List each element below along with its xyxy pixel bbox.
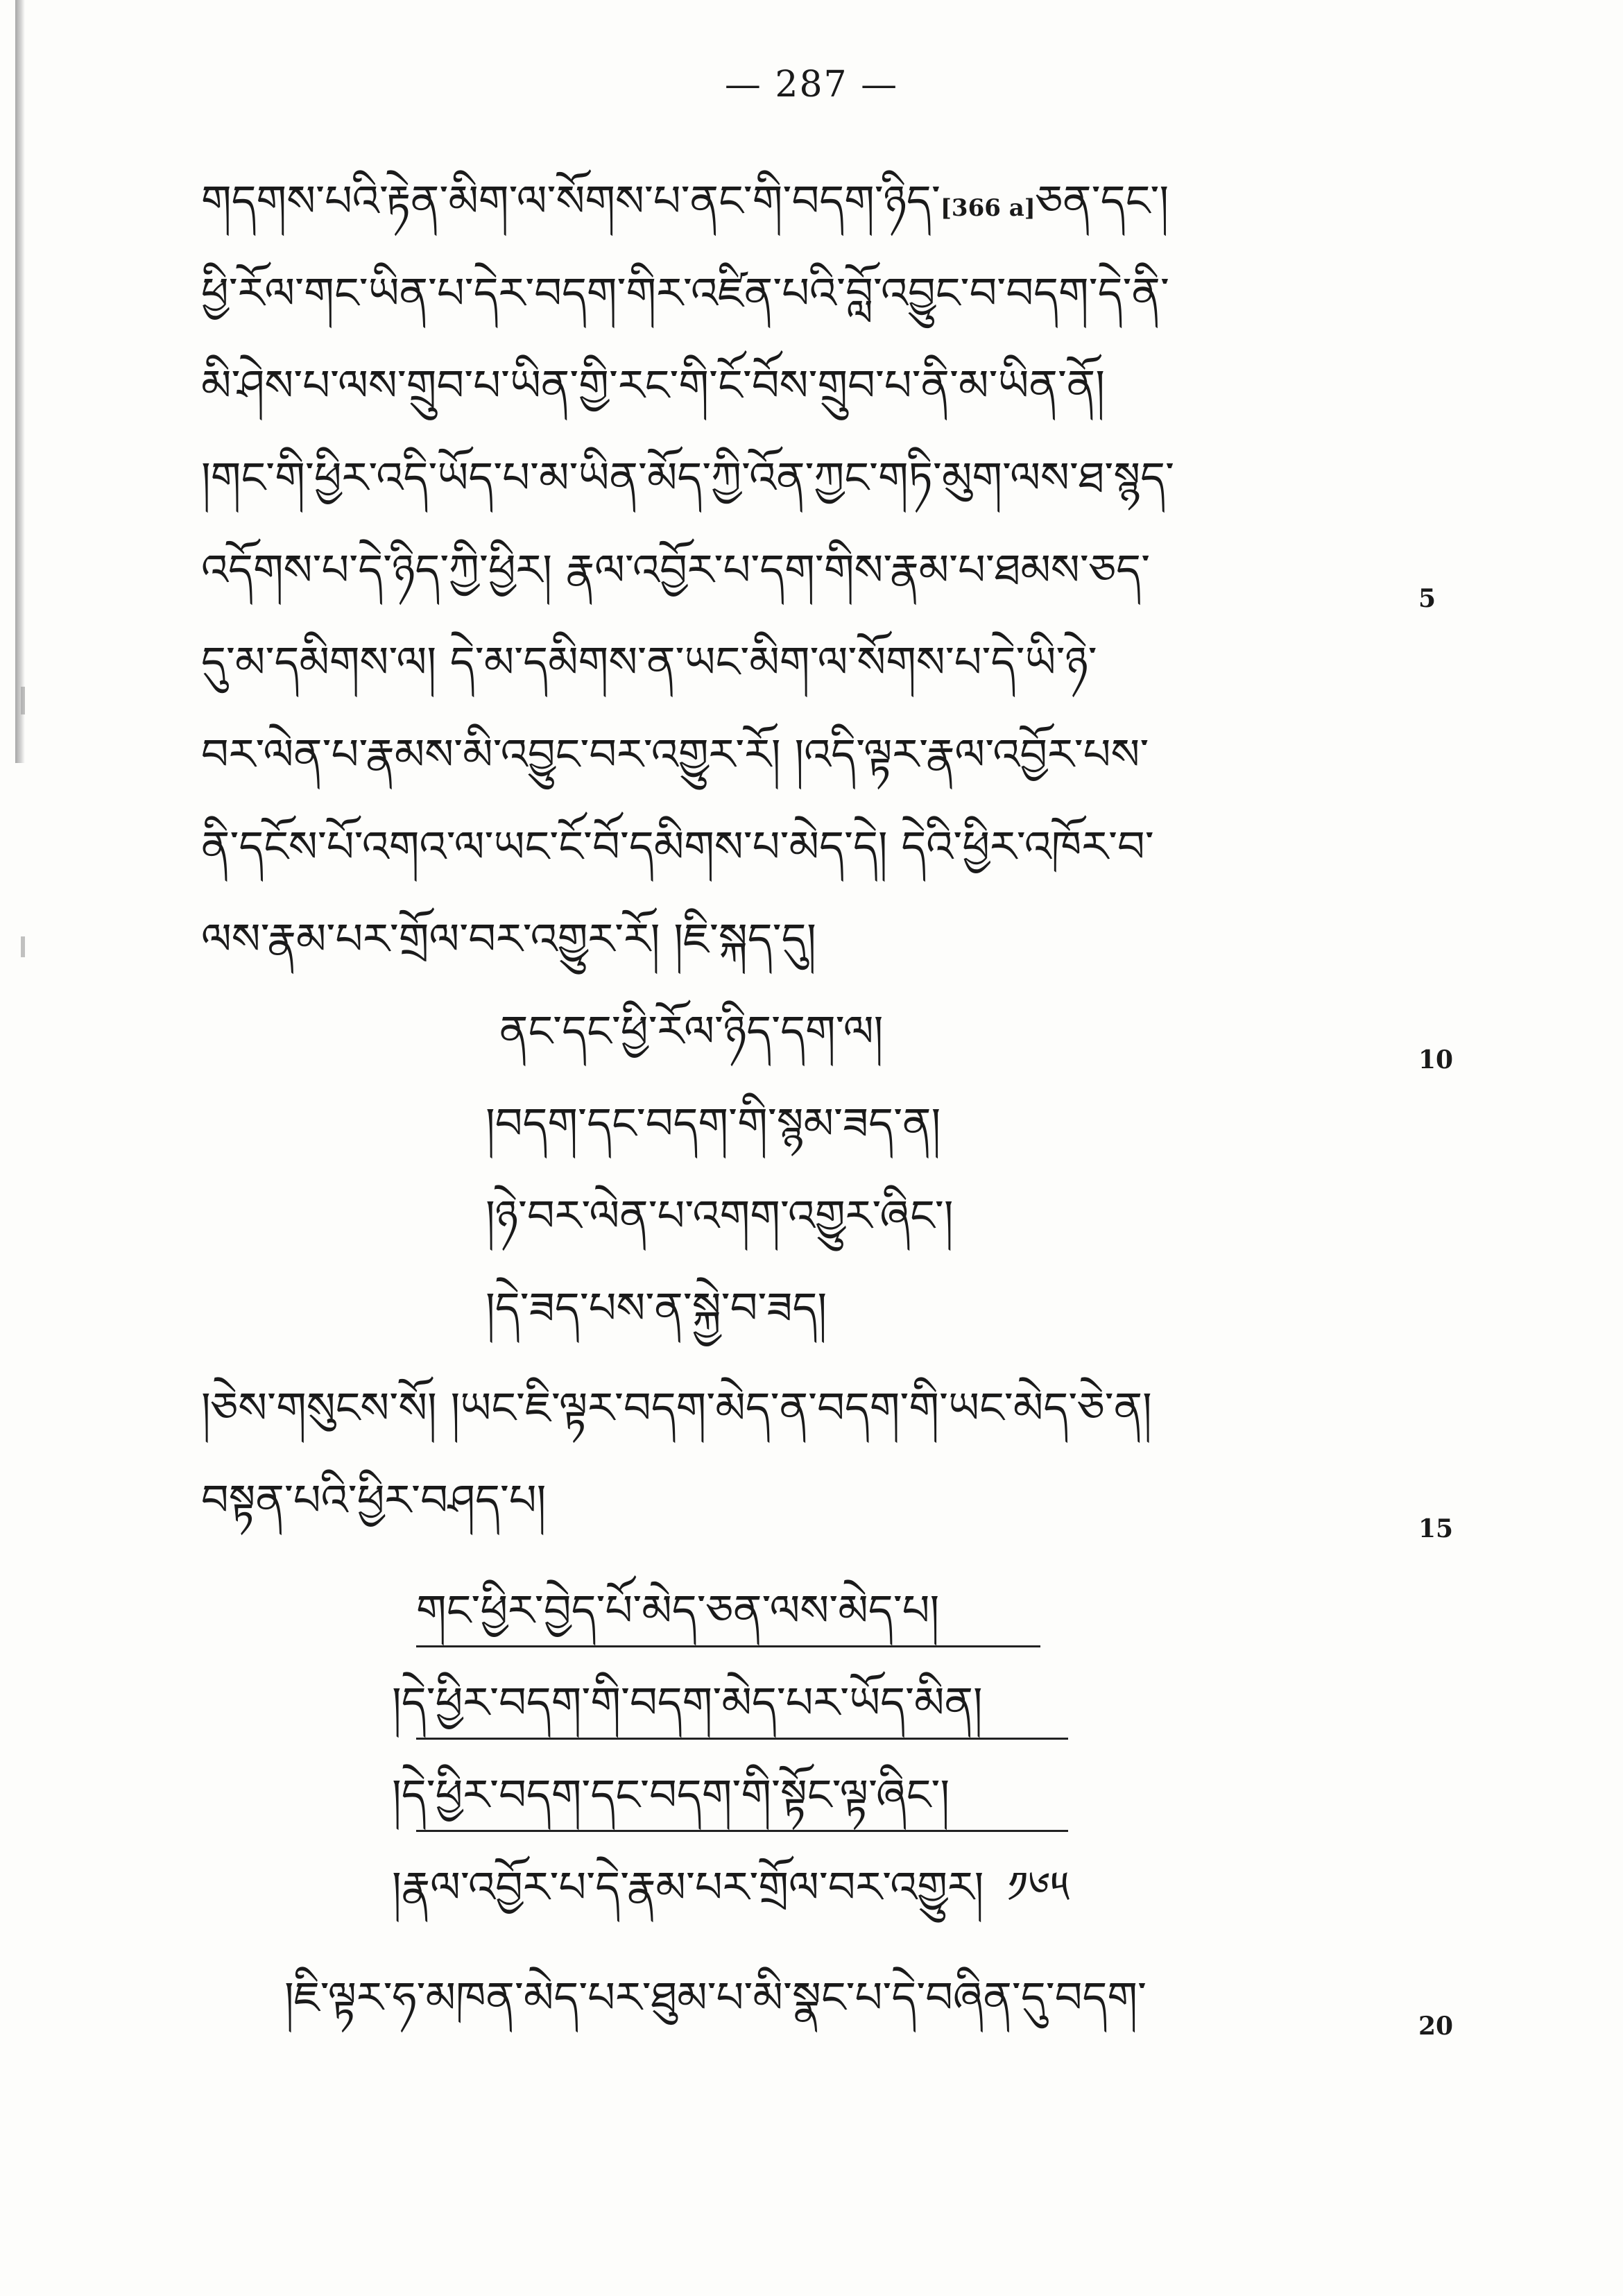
verse-line-16: གང་ཕྱིར་བྱེད་པོ་མེད་ཅན་ལས་མེད་པ། (416, 1585, 940, 1636)
verse-line-11: །བདག་དང་བདག་གི་སྙམ་ཟད་ན། (486, 1098, 941, 1149)
folio-reference: [366 a] (940, 194, 1036, 222)
text-line-4: །གང་གི་ཕྱིར་འདི་ཡོད་པ་མ་ཡིན་མོད་ཀྱི་འོན་ཀྱང་གཏི་མུག་ལས་ཐ་སྙད་ (201, 452, 1174, 503)
verse-underline (416, 1830, 1068, 1832)
text-line-7: བར་ལེན་པ་རྣམས་མི་འབྱུང་བར་འགྱུར་རོ། །འདི་ལྟར་རྣལ་འབྱོར་པས་ (201, 729, 1149, 780)
text-line-9: ལས་རྣམ་པར་གྲོལ་བར་འགྱུར་རོ། །ཇི་སྐད་དུ། (201, 914, 816, 964)
margin-line-number: 15 (1418, 1514, 1454, 1543)
verse-underline (416, 1645, 1040, 1647)
text-line-20: །ཇི་ལྟར་ཧ་མཁན་མེད་པར་ཐུམ་པ་མི་སྣང་པ་དེ་བཞིན་དུ་བདག་ (284, 1972, 1147, 2023)
binding-shadow (15, 0, 25, 763)
binding-speck (21, 687, 25, 714)
text-line-3: མི་ཤེས་པ་ལས་གྲུབ་པ་ཡིན་གྱི་རང་གི་ངོ་བོས་གྲུབ་པ་ནི་མ་ཡིན་ནོ། (201, 360, 1105, 411)
verse-line-18: །དེ་ཕྱིར་བདག་དང་བདག་གི་སྟོང་ལྟ་ཞིང་། (392, 1770, 950, 1820)
verse-line-12: །ཉེ་བར་ལེན་པ་འགག་འགྱུར་ཞིང་། (486, 1190, 954, 1241)
verse-underline (416, 1738, 1068, 1740)
text-line-8: ནི་དངོས་པོ་འགའ་ལ་ཡང་ངོ་བོ་དམིགས་པ་མེད་དེ། དེའི་ཕྱིར་འཁོར་བ་ (201, 821, 1154, 872)
verse-number: ༡༦༥ (1007, 1862, 1070, 1912)
page-number: — 287 — (724, 64, 899, 105)
line-1-text-b: ཅན་དང་། (1035, 175, 1169, 226)
text-line-6: དུ་མ་དམིགས་ལ། དེ་མ་དམིགས་ན་ཡང་མིག་ལ་སོགས་པ་དེ་ཡི་ཉེ་ (201, 637, 1097, 687)
margin-line-number: 20 (1418, 2012, 1454, 2041)
text-line-14: །ཅེས་གསུངས་སོ། །ཡང་ཇི་ལྟར་བདག་མེད་ན་བདག་གི་ཡང་མེད་ཅེ་ན། (201, 1382, 1152, 1433)
text-line-15: བསྟན་པའི་ཕྱིར་བཤད་པ། (201, 1475, 547, 1525)
text-line-1 (201, 173, 1169, 236)
verse-line-19-text: །རྣལ་འབྱོར་པ་དེ་རྣམ་པར་གྲོལ་བར་འགྱུར། (392, 1862, 984, 1912)
binding-speck (21, 936, 25, 957)
margin-line-number: 5 (1418, 584, 1436, 613)
verse-line-10: ནང་དང་ཕྱི་རོལ་ཉིད་དག་ལ། (499, 1006, 884, 1056)
verse-line-17: །དེ་ཕྱིར་བདག་གི་བདག་མེད་པར་ཡོད་མིན། (392, 1677, 983, 1728)
text-line-5: འདོགས་པ་དེ་ཉིད་ཀྱི་ཕྱིར། རྣལ་འབྱོར་པ་དག་གིས་རྣམ་པ་ཐམས་ཅད་ (201, 545, 1151, 595)
line-1-text-a: གདགས་པའི་རྟེན་མིག་ལ་སོགས་པ་ནང་གི་བདག་ཉིད་ (201, 175, 941, 226)
margin-line-number: 10 (1418, 1045, 1454, 1074)
verse-line-13: །དེ་ཟད་པས་ན་སྐྱེ་བ་ཟད། (486, 1283, 827, 1333)
text-line-2: ཕྱི་རོལ་གང་ཡིན་པ་དེར་བདག་གིར་འཛིན་པའི་བློ་འབྱུང་བ་བདག་དེ་ནི་ (201, 268, 1169, 318)
verse-line-19 (392, 1860, 1070, 1915)
